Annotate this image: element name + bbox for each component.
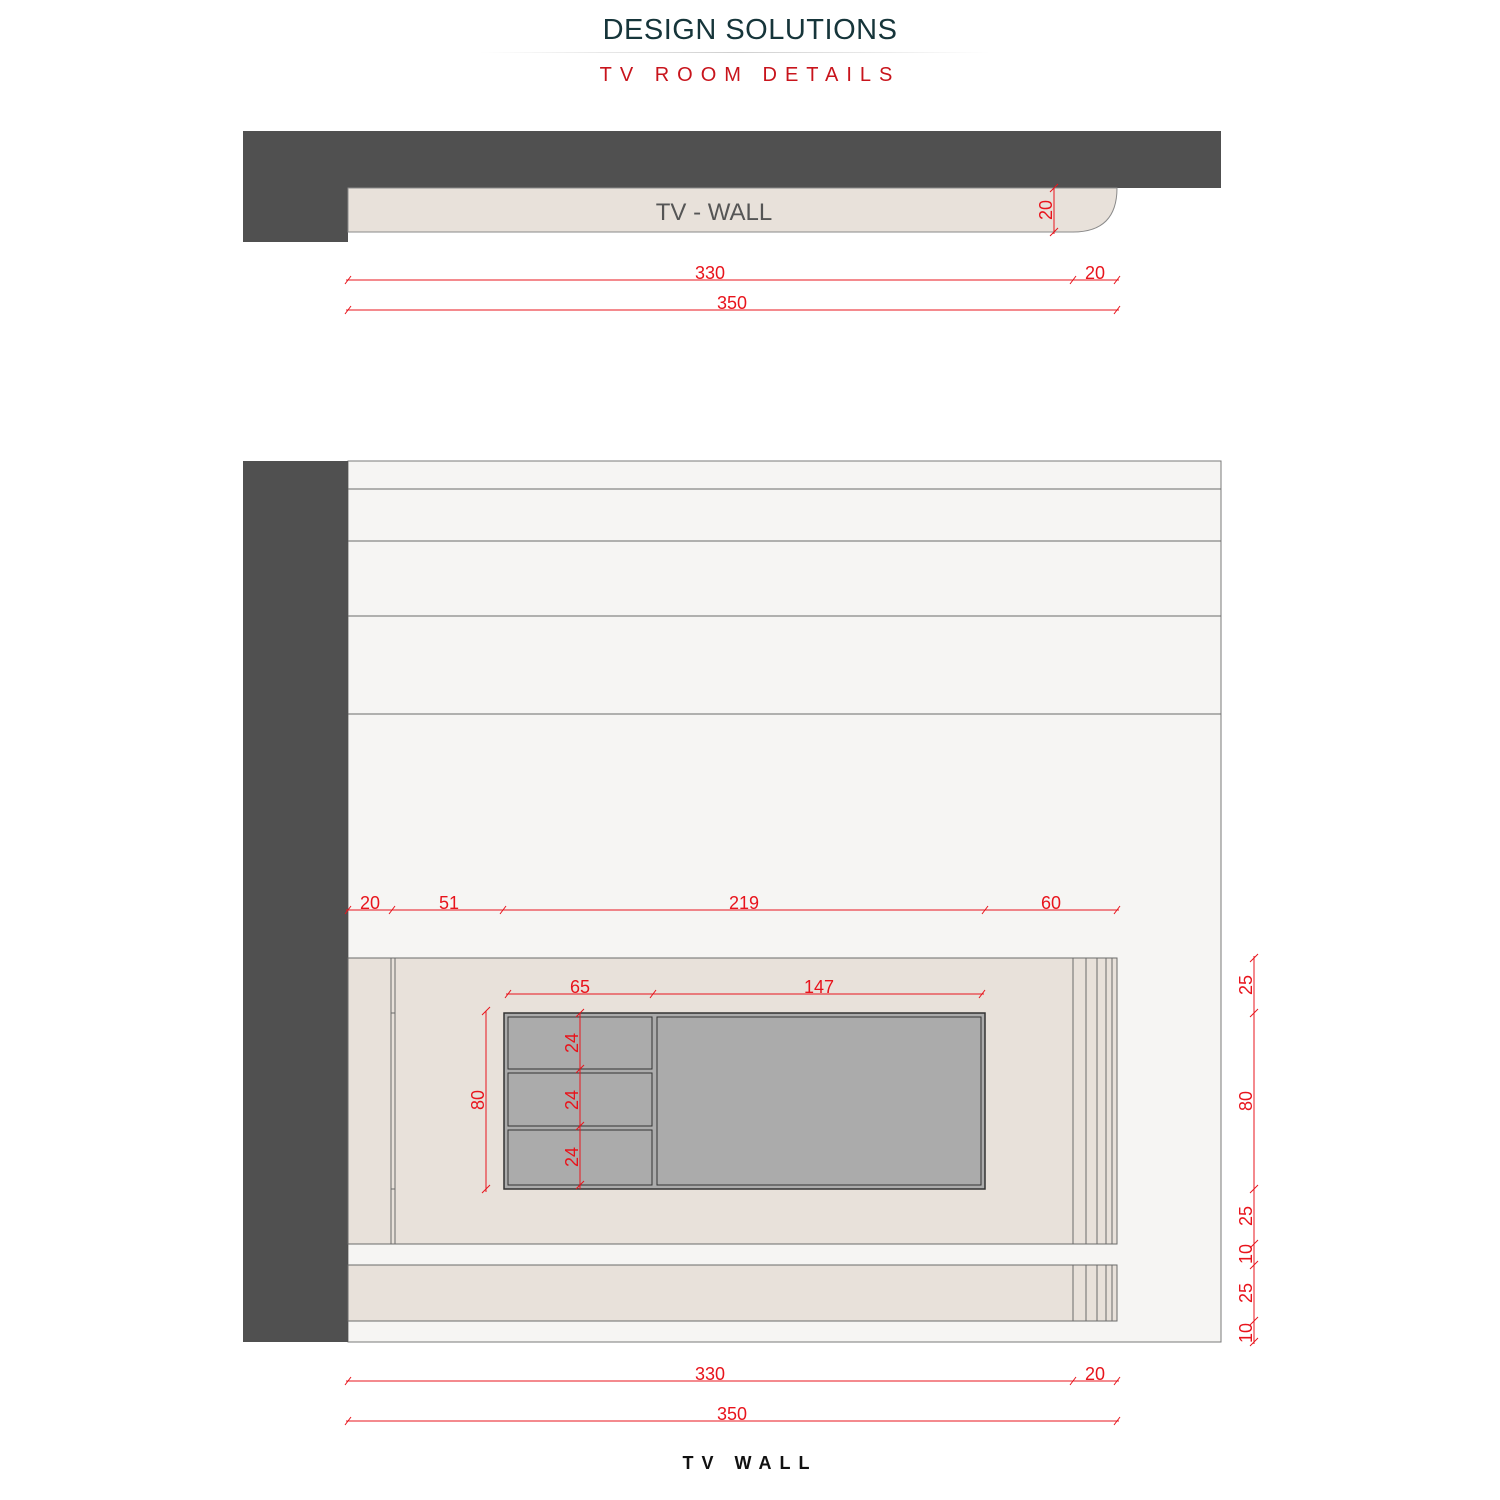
plan-ceiling-slab [243, 131, 1221, 188]
bottom-dim-350: 350 [716, 1404, 748, 1424]
plan-left-wall [243, 131, 348, 242]
unit-dim-65: 65 [569, 977, 591, 997]
plan-label: TV - WALL [655, 199, 773, 226]
plinth-panel [348, 1265, 1117, 1321]
drawer-dim-3: 24 [562, 1146, 582, 1168]
right-dim-3: 25 [1236, 1205, 1256, 1227]
elev-dim-20: 20 [359, 893, 381, 913]
unit-height-dim: 80 [468, 1089, 488, 1111]
elev-dim-60: 60 [1040, 893, 1062, 913]
tv-screen [657, 1017, 981, 1185]
plan-view [243, 131, 1221, 314]
plan-dim-350: 350 [716, 293, 748, 313]
plan-dim-20: 20 [1084, 263, 1106, 283]
elev-dim-219: 219 [728, 893, 760, 913]
plan-dim-330: 330 [694, 263, 726, 283]
elevation-left-wall [243, 461, 348, 1342]
right-dim-1: 25 [1236, 974, 1256, 996]
page-title: DESIGN SOLUTIONS [602, 14, 898, 46]
plan-depth-dim: 20 [1036, 199, 1056, 221]
right-dim-2: 80 [1236, 1090, 1256, 1112]
right-dim-5: 25 [1236, 1282, 1256, 1304]
right-dim-6: 10 [1236, 1322, 1256, 1344]
drawer-dim-2: 24 [562, 1089, 582, 1111]
elevation-label: TV WALL [682, 1453, 818, 1473]
elev-dim-51: 51 [438, 893, 460, 913]
bottom-dim-20: 20 [1084, 1364, 1106, 1384]
unit-dim-147: 147 [803, 977, 835, 997]
bottom-dim-330: 330 [694, 1364, 726, 1384]
right-dim-4: 10 [1236, 1243, 1256, 1265]
page-subtitle: TV ROOM DETAILS [599, 64, 901, 86]
elevation-view [243, 461, 1258, 1425]
drawer-dim-1: 24 [562, 1032, 582, 1054]
